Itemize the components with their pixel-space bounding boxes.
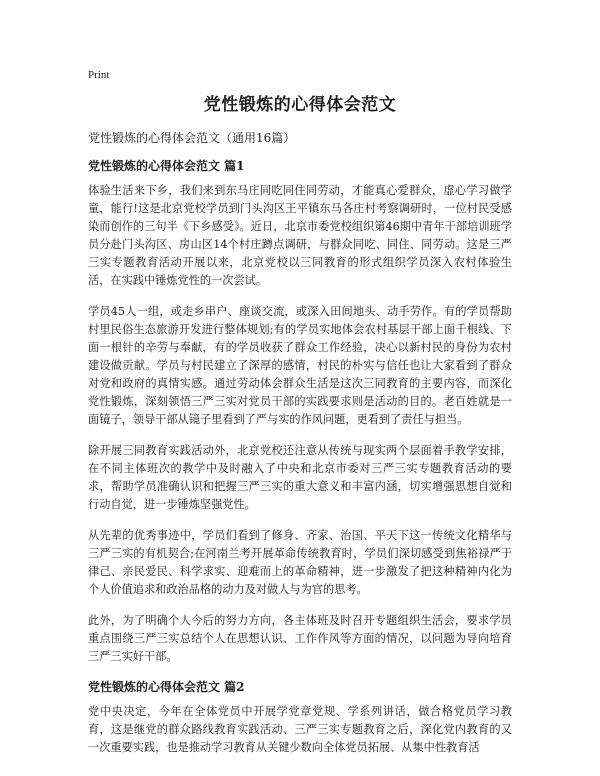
paragraph: 除开展三同教育实践活动外，北京党校还注意从传统与现实两个层面着手教学安排，在不同主体班次的教学中及时融入了中央和北京市委对三严三实专题教育活动的要求，帮助学员准确认识和把握三严三实的重大意义和丰富内涵，切实增强思想自觉和行动自觉，进一步锤炼坚强党性。	[88, 444, 512, 511]
document-subtitle: 党性锻炼的心得体会范文（通用16篇）	[88, 131, 296, 145]
paragraph: 学员45人一组，或走乡串户、座谈交流，或深入田间地头、动手劳作。有的学员帮助村里民俗生态旅游开发进行整体规划;有的学员实地体会农村基层干部上面千根线、下面一根针的辛劳与奉献，有的学员收获了群众工作经验，决心以新村民的身份为农村建设做贡献。学员与村民建立了深厚的感情，村民的朴实与信任也让大家看到了群众对党和政府的真情实感。通过劳动体会群众生活是这次三同教育的主要内容，而深化党性锻炼，深刻领悟三严三实对党员干部的实践要求则是活动的目的。老百姓就是一面镜子，领导干部从镜子里看到了严与实的作风问题，更看到了责任与担当。	[88, 305, 512, 426]
paragraph: 党中央决定，今年在全体党员中开展学党章党规、学系列讲话，做合格党员学习教育，这是继党的群众路线教育实践活动、三严三实专题教育之后，深化党内教育的又一次重要实践，也是推动学习教育从关键少数向全体党员拓展、从集中性教育活	[88, 705, 512, 754]
section-1	[88, 158, 512, 666]
paragraph: 从先辈的优秀事迹中，学员们看到了修身、齐家、治国、平天下这一传统文化精华与三严三实的有机契合;在河南兰考开展革命传统教育时，学员们深切感受到焦裕禄严于律己、亲民爱民、科学求实、迎难而上的革命精神，进一步激发了把这种精神内化为个人价值追求和政治品格的动力及对做人与为官的思考。	[88, 529, 512, 596]
section-heading: 党性锻炼的心得体会范文 篇2	[88, 680, 245, 694]
paragraph: 体验生活来下乡，我们来到东马庄同吃同住同劳动，才能真心爱群众，虚心学习做学童，能行!这是北京党校学员到门头沟区王平镇东马各庄村考察调研时，一位村民受感染而创作的三句半《下乡感受》。近日，北京市委党校组织第46期中青年干部培训班学员分赴门头沟区、房山区14个村庄蹲点调研，与群众同吃、同住、同劳动。这是三严三实专题教育活动开展以来，北京党校以三同教育的形式组织学员深入农村体验生活，在实践中锤炼党性的一次尝试。	[88, 184, 512, 287]
section-2	[88, 679, 512, 757]
print-link[interactable]: Print	[88, 69, 110, 81]
page-title: 党性锻炼的心得体会范文	[203, 95, 397, 115]
document-page	[88, 68, 512, 770]
section-heading: 党性锻炼的心得体会范文 篇1	[88, 159, 245, 173]
paragraph: 此外，为了明确个人今后的努力方向，各主体班及时召开专题组织生活会，要求学员重点围绕三严三实总结个人在思想认识、工作作风等方面的情况，以问题为导向培育三严三实好干部。	[88, 614, 512, 663]
